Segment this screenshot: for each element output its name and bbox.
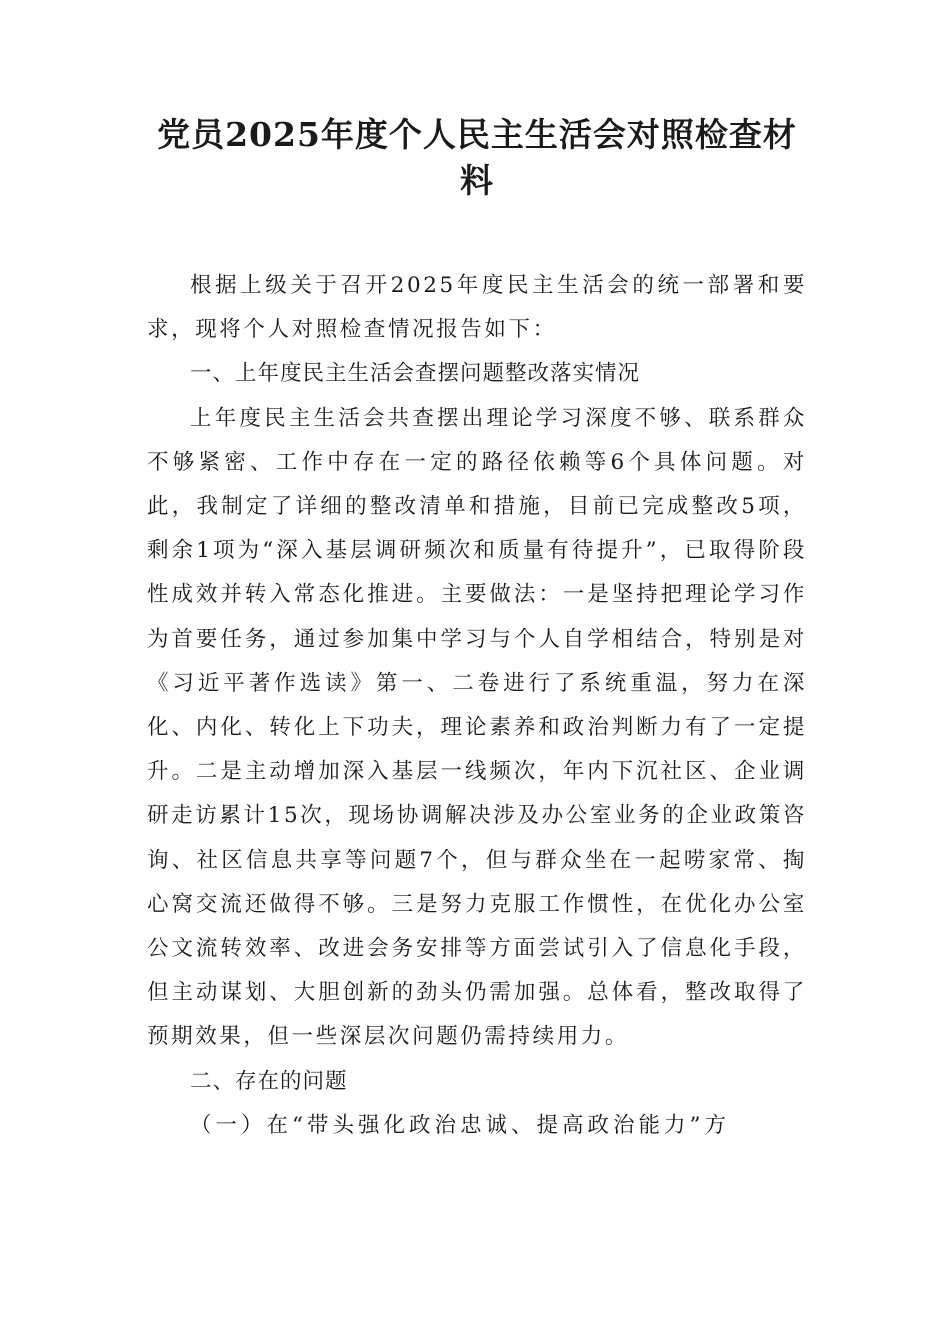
document-body: [147, 264, 807, 1148]
document-title: 党员2025年度个人民主生活会对照检查材料: [157, 115, 797, 200]
section-1-heading: 一、上年度民主生活会查摆问题整改落实情况: [190, 361, 641, 387]
section-1-paragraph: 上年度民主生活会共查摆出理论学习深度不够、联系群众不够紧密、工作中存在一定的路径依赖等6个具体问题。对此，我制定了详细的整改清单和措施，目前已完成整改5项，剩余1项为“深入基层调研频次和质量有待提升”，已取得阶段性成效并转入常态化推进。主要做法：一是坚持把理论学习作为首要任务，通过参加集中学习与个人自学相结合，特别是对《习近平著作选读》第一、二卷进行了系统重温，努力在深化、内化、转化上下功夫，理论素养和政治判断力有了一定提升。二是主动增加深入基层一线频次，年内下沉社区、企业调研走访累计15次，现场协调解决涉及办公室业务的企业政策咨询、社区信息共享等问题7个，但与群众坐在一起唠家常、掏心窝交流还做得不够。三是努力克服工作惯性，在优化办公室公文流转效率、改进会务安排等方面尝试引入了信息化手段，但主动谋划、大胆创新的劲头仍需加强。总体看，整改取得了预期效果，但一些深层次问题仍需持续用力。: [147, 405, 807, 1050]
section-2-subheading: （一）在“带头强化政治忠诚、提高政治能力”方: [190, 1112, 730, 1138]
document-page: [147, 112, 807, 1148]
section-2-heading: 二、存在的问题: [190, 1068, 348, 1094]
intro-paragraph: 根据上级关于召开2025年度民主生活会的统一部署和要求，现将个人对照检查情况报告如下：: [147, 273, 807, 343]
